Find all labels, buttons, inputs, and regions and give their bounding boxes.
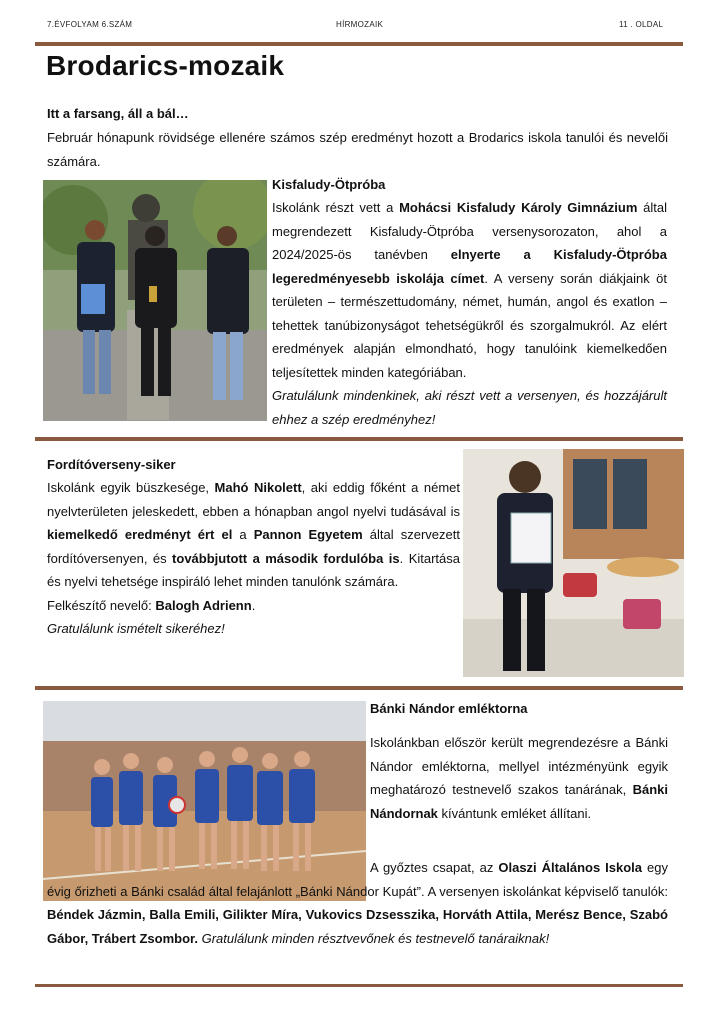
banki-heading: Bánki Nándor emléktorna (370, 701, 528, 716)
intro-text: Február hónapunk rövidsége ellenére számos szép eredményt hozott a Brodarics iskola tanulói és nevelői számára. (47, 130, 668, 169)
banki-text-2: A győztes csapat, az Olaszi Általános Iskola egy évig őrizheti a Bánki család által felajánlott „Bánki Nándor Kupát”. A versenyen iskolánkat képviselő tanulók: Béndek Jázmin, Balla Emili, Gilikter Míra, Vukovics Dzsesszika, Horváth Attila, Merész Bence, Szabó Gábor, Trábert Zsombor. Gratulálunk minden résztvevőnek és testnevelő tanáraiknak! (47, 860, 668, 946)
newspaper-name: HÍRMOZAIK (336, 20, 384, 29)
translation-text: Iskolánk egyik büszkesége, Mahó Nikolett, aki eddig főként a német nyelvterületen jeleskedett, ebben a hónapban angol nyelvi tudásával is kiemelkedő eredményt ért el a Pannon Egyetem által szervezett fordítóversenyen, és továbbjutott a második fordulóba is. Kitartása és nyelvi tehetsége inspiráló lehet minden tanulónk számára. Felkészítő nevelő: Balogh Adrienn. Gratulálunk ismételt sikeréhez! (47, 480, 460, 636)
section-divider (35, 437, 683, 441)
kisfaludy-team-photo (43, 180, 267, 421)
translation-student-photo (463, 449, 684, 677)
issue-label: 7.ÉVFOLYAM 6.SZÁM (47, 20, 133, 29)
banki-text-1: Iskolánkban először került megrendezésre a Bánki Nándor emléktorna, mellyel intézményünk egyik meghatározó testnevelő szakos tanárának, Bánki Nándornak kívántunk emléket állítani. (370, 735, 668, 821)
page-number: 11 . OLDAL (619, 20, 664, 29)
header-divider (35, 42, 683, 46)
intro-heading: Itt a farsang, áll a bál… (47, 106, 189, 121)
section-divider (35, 686, 683, 690)
kisfaludy-text: Iskolánk részt vett a Mohácsi Kisfaludy Károly Gimnázium által megrendezett Kisfaludy-Ötpróba versenysorozaton, ahol a 2024/2025-ös tanévben elnyerte a Kisfaludy-Ötpróba legeredményesebb iskolája címet. A verseny során diákjaink öt területen – természettudomány, német, humán, angol és exatlon – tehettek tanúbizonyságot tehetségükről és szorgalmukról. Az elért eredmények alapján elmondható, hogy tanulóink kiemelkedően teljesítettek minden kategóriában. Gratulálunk mindenkinek, aki részt vett a versenyen, és hozzájárult ehhez a szép eredményhez! (272, 200, 668, 427)
kisfaludy-heading: Kisfaludy-Ötpróba (272, 177, 386, 192)
translation-heading: Fordítóverseny-siker (47, 457, 176, 472)
page-title: Brodarics-mozaik (46, 50, 285, 81)
footer-divider (35, 984, 683, 987)
